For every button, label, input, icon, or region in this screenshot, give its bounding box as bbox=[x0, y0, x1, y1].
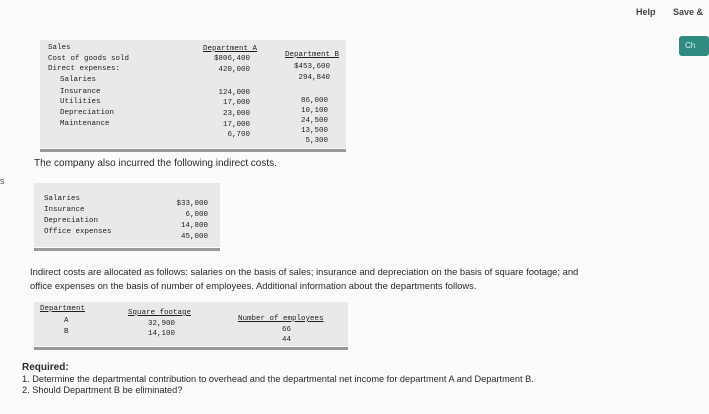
cell-b-salaries: 86,000 bbox=[300, 97, 328, 105]
cell-a-sales: $806,400 bbox=[213, 55, 250, 63]
row-label-salaries: Salaries bbox=[60, 76, 97, 84]
info-table-bottom-rule bbox=[34, 347, 348, 350]
header-department-a: Department A bbox=[202, 45, 257, 53]
row-label-sales: Sales bbox=[48, 44, 71, 52]
cell-a-utilities: 23,000 bbox=[222, 110, 250, 118]
cell-b-depreciation: 13,500 bbox=[300, 127, 328, 135]
cell-b-utilities: 24,500 bbox=[300, 117, 328, 125]
indirect-value-office-expenses: 45,000 bbox=[180, 233, 208, 241]
allocation-text-line2: office expenses on the basis of number of employees. Additional information about the departments follows. bbox=[30, 280, 477, 291]
info-emp-a: 66 bbox=[282, 326, 292, 334]
indirect-value-salaries: $33,000 bbox=[176, 200, 208, 208]
indirect-value-depreciation: 14,800 bbox=[180, 222, 208, 230]
info-emp-b: 44 bbox=[282, 336, 292, 344]
allocation-text-line1: Indirect costs are allocated as follows: salaries on the basis of sales; insurance and depreciation on the basis of square footage; and bbox=[30, 266, 579, 277]
info-header-square-footage: Square footage bbox=[128, 309, 192, 317]
row-label-insurance: Insurance bbox=[60, 88, 101, 96]
cell-b-sales: $453,600 bbox=[293, 63, 330, 71]
cell-a-depreciation: 17,000 bbox=[222, 121, 250, 129]
row-label-depreciation: Depreciation bbox=[60, 109, 115, 117]
save-exit-button[interactable]: Save & bbox=[673, 7, 704, 17]
indirect-label-depreciation: Depreciation bbox=[44, 217, 99, 225]
cell-b-maintenance: 5,300 bbox=[305, 137, 328, 145]
row-label-cogs: Cost of goods sold bbox=[48, 55, 130, 63]
indirect-label-salaries: Salaries bbox=[44, 195, 81, 203]
header-department-b: Department B bbox=[284, 51, 339, 59]
left-edge-marker: s bbox=[0, 176, 5, 186]
required-heading: Required: bbox=[22, 362, 69, 373]
row-label-maintenance: Maintenance bbox=[60, 120, 110, 128]
help-link[interactable]: Help bbox=[636, 7, 656, 17]
indirect-value-insurance: 6,000 bbox=[185, 211, 208, 219]
cell-b-insurance: 10,100 bbox=[300, 107, 328, 115]
info-header-employees: Number of employees bbox=[238, 315, 324, 323]
required-question-2: 2. Should Department B be eliminated? bbox=[22, 385, 183, 395]
row-label-utilities: Utilities bbox=[60, 98, 101, 106]
table-bottom-rule bbox=[40, 149, 346, 152]
info-dept-a: A bbox=[64, 317, 69, 325]
row-label-direct-expenses: Direct expenses: bbox=[48, 65, 121, 73]
cell-a-cogs: 420,000 bbox=[218, 66, 250, 74]
indirect-label-insurance: Insurance bbox=[44, 206, 85, 214]
info-sqft-b: 14,100 bbox=[148, 330, 176, 338]
top-toolbar bbox=[0, 0, 704, 26]
indirect-label-office-expenses: Office expenses bbox=[44, 228, 112, 236]
cell-a-salaries: 124,000 bbox=[218, 89, 250, 97]
info-sqft-a: 32,900 bbox=[148, 320, 176, 328]
indirect-costs-intro: The company also incurred the following indirect costs. bbox=[34, 158, 277, 169]
cell-a-insurance: 17,000 bbox=[222, 99, 250, 107]
check-my-work-button[interactable]: Ch bbox=[679, 36, 709, 56]
indirect-table-bottom-rule bbox=[34, 248, 220, 251]
info-header-department: Department bbox=[40, 305, 86, 313]
required-question-1: 1. Determine the departmental contribution to overhead and the departmental net income for department A and Department B. bbox=[22, 373, 534, 384]
required-section bbox=[22, 362, 534, 397]
cell-b-cogs: 294,840 bbox=[298, 74, 330, 82]
cell-a-maintenance: 6,700 bbox=[227, 131, 250, 139]
info-dept-b: B bbox=[64, 328, 69, 336]
